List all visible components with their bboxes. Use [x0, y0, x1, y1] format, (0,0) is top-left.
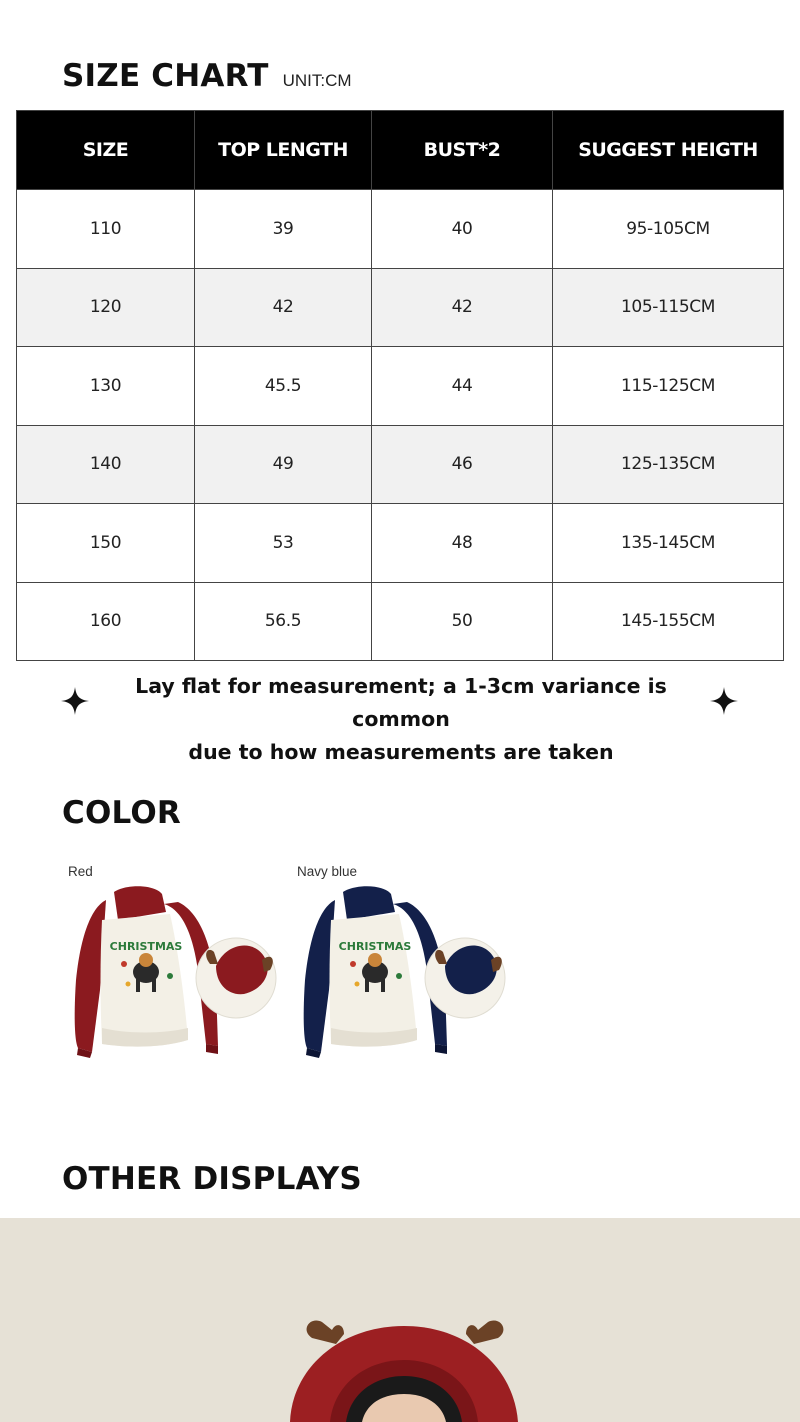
- table-row: [17, 268, 784, 347]
- cell-bust: 40: [372, 190, 553, 269]
- sparkle-icon: [60, 686, 90, 716]
- size-chart-title: SIZE CHART: [62, 58, 269, 94]
- cell-bust: 46: [372, 425, 553, 504]
- measurement-note-line-2: due to how measurements are taken: [188, 740, 614, 764]
- cell-suggest-height: 105-115CM: [553, 268, 784, 347]
- cell-bust: 50: [372, 582, 553, 661]
- cell-top-length: 45.5: [195, 347, 372, 426]
- other-displays-title: OTHER DISPLAYS: [62, 1161, 362, 1197]
- color-option-label-navy: Navy blue: [297, 864, 358, 879]
- cell-suggest-height: 145-155CM: [553, 582, 784, 661]
- red-hoodie-image[interactable]: [66, 880, 281, 1065]
- model-photo: [0, 1218, 800, 1422]
- table-row: [17, 347, 784, 426]
- cell-suggest-height: 125-135CM: [553, 425, 784, 504]
- color-section-title: COLOR: [62, 795, 181, 831]
- size-chart-table: [16, 110, 784, 661]
- model-photo-image: [0, 1218, 800, 1422]
- cell-size: 150: [17, 504, 195, 583]
- cell-bust: 42: [372, 268, 553, 347]
- sparkle-icon: [709, 686, 739, 716]
- header-top-length: TOP LENGTH: [195, 111, 372, 190]
- cell-suggest-height: 115-125CM: [553, 347, 784, 426]
- cell-top-length: 53: [195, 504, 372, 583]
- table-row: [17, 504, 784, 583]
- cell-suggest-height: 135-145CM: [553, 504, 784, 583]
- measurement-note-line-1: Lay flat for measurement; a 1-3cm variance is common: [135, 674, 667, 731]
- header-bust: BUST*2: [372, 111, 553, 190]
- cell-size: 140: [17, 425, 195, 504]
- size-chart-title-row: [62, 58, 352, 94]
- header-suggest-height: SUGGEST HEIGTH: [553, 111, 784, 190]
- header-size: SIZE: [17, 111, 195, 190]
- cell-bust: 44: [372, 347, 553, 426]
- navy-hoodie-image[interactable]: [295, 880, 510, 1065]
- cell-size: 110: [17, 190, 195, 269]
- size-chart-header-row: [17, 111, 784, 190]
- christmas-print-text: CHRISTMAS: [338, 940, 412, 953]
- cell-bust: 48: [372, 504, 553, 583]
- cell-size: 130: [17, 347, 195, 426]
- cell-size: 120: [17, 268, 195, 347]
- table-row: [17, 425, 784, 504]
- cell-size: 160: [17, 582, 195, 661]
- size-chart-unit: UNIT:CM: [282, 71, 352, 90]
- measurement-note: [96, 670, 706, 769]
- table-row: [17, 582, 784, 661]
- table-row: [17, 190, 784, 269]
- cell-top-length: 56.5: [195, 582, 372, 661]
- cell-top-length: 39: [195, 190, 372, 269]
- cell-top-length: 42: [195, 268, 372, 347]
- cell-suggest-height: 95-105CM: [553, 190, 784, 269]
- christmas-print-text: CHRISTMAS: [109, 940, 183, 953]
- color-option-label-red: Red: [68, 864, 93, 879]
- cell-top-length: 49: [195, 425, 372, 504]
